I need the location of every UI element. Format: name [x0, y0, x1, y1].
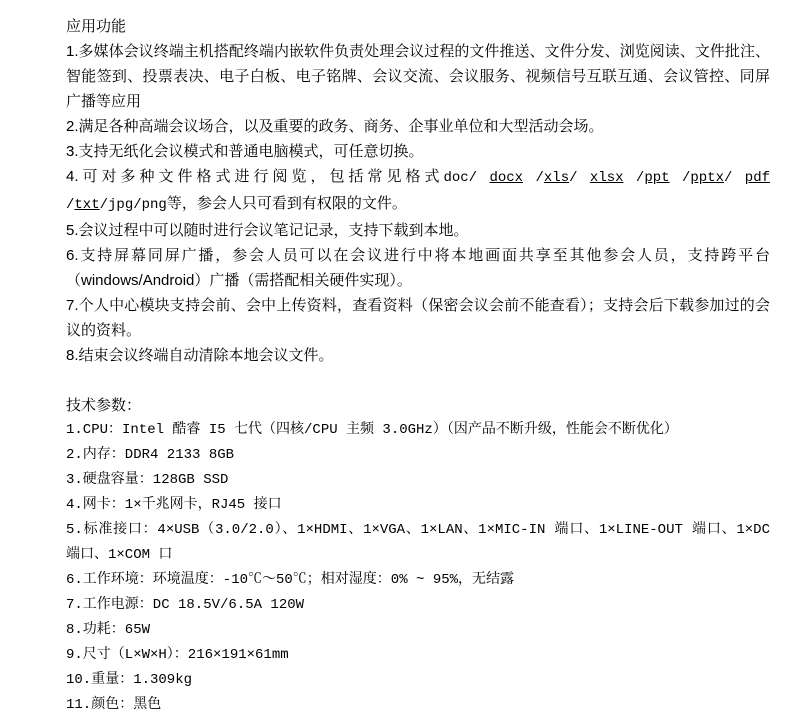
- section-spacer: [66, 368, 770, 393]
- specs-section: [66, 393, 779, 718]
- spec-item-color: 11.颜色：黑色: [66, 697, 162, 713]
- feature-item-1: 1.多媒体会议终端主机搭配终端内嵌软件负责处理会议过程的文件推送、文件分发、浏览阅读、文件批注、智能签到、投票表决、电子白板、电子铭牌、会议交流、会议服务、视频信号互联互通、会议管控、同屏广播等应用: [66, 43, 770, 110]
- specs-heading: 技术参数：: [66, 397, 142, 414]
- spec-item-cpu: 1.CPU：Intel 酷睿 I5 七代（四核/CPU 主频 3.0GHz）（因产品不断升级，性能会不断优化）: [66, 422, 678, 438]
- features-section: [66, 14, 779, 368]
- spec-item-storage: 3.硬盘容量：128GB SSD: [66, 472, 229, 488]
- feature-item-5: 5.会议过程中可以随时进行会议笔记记录，支持下载到本地。: [66, 222, 469, 239]
- spec-item-network: 4.网卡：1×千兆网卡，RJ45 接口: [66, 497, 282, 513]
- feature-item-4: 4.可对多种文件格式进行阅览，包括常见格式doc/ docx /xls/ xlsx /ppt /pptx/ pdf /txt/jpg/png等，参会人只可看到有权限的文件。: [66, 168, 779, 213]
- feature-item-2: 2.满足各种高端会议场合，以及重要的政务、商务、企事业单位和大型活动会场。: [66, 118, 604, 135]
- spec-item-memory: 2.内存：DDR4 2133 8GB: [66, 447, 235, 463]
- spec-item-weight: 10.重量：1.309kg: [66, 672, 193, 688]
- spec-item-power-supply: 7.工作电源：DC 18.5V/6.5A 120W: [66, 597, 305, 613]
- features-heading: 应用功能: [66, 18, 127, 35]
- spec-item-power-consumption: 8.功耗：65W: [66, 622, 151, 638]
- spec-item-interfaces: 5.标准接口：4×USB（3.0/2.0）、1×HDMI、1×VGA、1×LAN、1×MIC-IN 端口、1×LINE-OUT 端口、1×DC 端口、1×COM 口: [66, 522, 779, 563]
- feature-item-7: 7.个人中心模块支持会前、会中上传资料，查看资料（保密会议会前不能查看）；支持会后下载参加过的会议的资料。: [66, 297, 770, 339]
- feature-item-6: 6.支持屏幕同屏广播，参会人员可以在会议进行中将本地画面共享至其他参会人员，支持跨平台（windows/Android）广播（需搭配相关硬件实现）。: [66, 247, 770, 289]
- feature-item-8: 8.结束会议终端自动清除本地会议文件。: [66, 347, 334, 364]
- feature-item-3: 3.支持无纸化会议模式和普通电脑模式，可任意切换。: [66, 143, 424, 160]
- spec-item-dimensions: 9.尺寸（L×W×H）：216×191×61mm: [66, 647, 289, 663]
- spec-item-environment: 6.工作环境：环境温度：-10℃～50℃；相对湿度：0% ~ 95%，无结露: [66, 572, 515, 588]
